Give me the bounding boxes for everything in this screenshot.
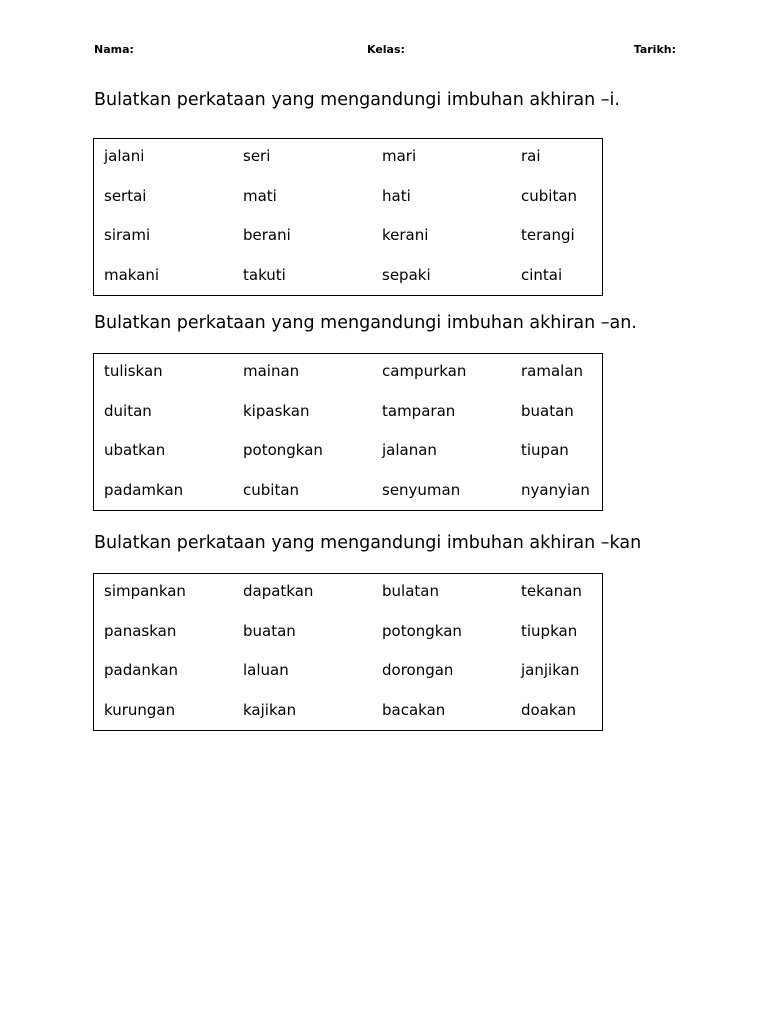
worksheet-header [94, 43, 676, 61]
word-row [94, 258, 602, 298]
word-item[interactable]: rai [521, 147, 541, 165]
word-item[interactable]: doakan [521, 700, 577, 719]
section-3-instruction: Bulatkan perkataan yang mengandungi imbuhan akhiran –kan [94, 533, 642, 553]
date-label: Tarikh: [633, 43, 676, 56]
section-3-word-box [93, 573, 603, 731]
word-item[interactable]: mainan [243, 362, 300, 380]
word-item[interactable]: buatan [521, 401, 574, 420]
word-row [94, 139, 602, 179]
word-row [94, 614, 602, 654]
word-item[interactable]: seri [243, 147, 271, 165]
word-item[interactable]: kerani [382, 226, 429, 244]
section-1-word-box [93, 138, 603, 296]
word-item[interactable]: hati [382, 186, 411, 205]
word-item[interactable]: sepaki [382, 265, 431, 284]
word-item[interactable]: janjikan [521, 661, 580, 679]
word-item[interactable]: ramalan [521, 362, 584, 380]
word-item[interactable]: kurungan [104, 700, 176, 719]
word-item[interactable]: simpankan [104, 582, 186, 600]
word-item[interactable]: cintai [521, 265, 563, 284]
word-item[interactable]: cubitan [521, 186, 578, 205]
word-row [94, 693, 602, 733]
word-row [94, 218, 602, 258]
word-item[interactable]: tuliskan [104, 362, 163, 380]
word-item[interactable]: campurkan [382, 362, 467, 380]
section-1-instruction: Bulatkan perkataan yang mengandungi imbuhan akhiran –i. [94, 90, 620, 110]
word-item[interactable]: berani [243, 226, 291, 244]
word-item[interactable]: potongkan [243, 441, 323, 459]
word-item[interactable]: jalanan [382, 441, 437, 459]
word-item[interactable]: tekanan [521, 582, 582, 600]
word-item[interactable]: mari [382, 147, 417, 165]
word-item[interactable]: dapatkan [243, 582, 314, 600]
word-item[interactable]: jalani [104, 147, 145, 165]
word-item[interactable]: kajikan [243, 700, 297, 719]
word-item[interactable]: laluan [243, 661, 289, 679]
word-row [94, 653, 602, 693]
word-item[interactable]: padamkan [104, 480, 184, 499]
word-item[interactable]: padankan [104, 661, 179, 679]
name-label: Nama: [94, 43, 134, 56]
section-2-word-box [93, 353, 603, 511]
word-item[interactable]: dorongan [382, 661, 454, 679]
class-label: Kelas: [367, 43, 405, 56]
word-item[interactable]: nyanyian [521, 480, 590, 499]
section-2-instruction: Bulatkan perkataan yang mengandungi imbuhan akhiran –an. [94, 313, 637, 333]
word-item[interactable]: buatan [243, 621, 296, 640]
word-item[interactable]: senyuman [382, 480, 461, 499]
word-item[interactable]: sirami [104, 226, 151, 244]
word-row [94, 394, 602, 434]
word-item[interactable]: sertai [104, 186, 147, 205]
word-item[interactable]: tamparan [382, 401, 456, 420]
word-item[interactable]: mati [243, 186, 277, 205]
word-item[interactable]: kipaskan [243, 401, 310, 420]
word-item[interactable]: ubatkan [104, 441, 166, 459]
word-item[interactable]: bacakan [382, 700, 446, 719]
word-row [94, 179, 602, 219]
word-item[interactable]: takuti [243, 265, 286, 284]
word-row [94, 473, 602, 513]
word-item[interactable]: cubitan [243, 480, 300, 499]
word-item[interactable]: terangi [521, 226, 575, 244]
word-item[interactable]: tiupkan [521, 621, 578, 640]
word-row [94, 574, 602, 614]
word-item[interactable]: tiupan [521, 441, 569, 459]
word-item[interactable]: makani [104, 265, 160, 284]
word-item[interactable]: potongkan [382, 621, 462, 640]
word-row [94, 433, 602, 473]
word-item[interactable]: panaskan [104, 621, 177, 640]
word-row [94, 354, 602, 394]
word-item[interactable]: bulatan [382, 582, 439, 600]
word-item[interactable]: duitan [104, 401, 152, 420]
